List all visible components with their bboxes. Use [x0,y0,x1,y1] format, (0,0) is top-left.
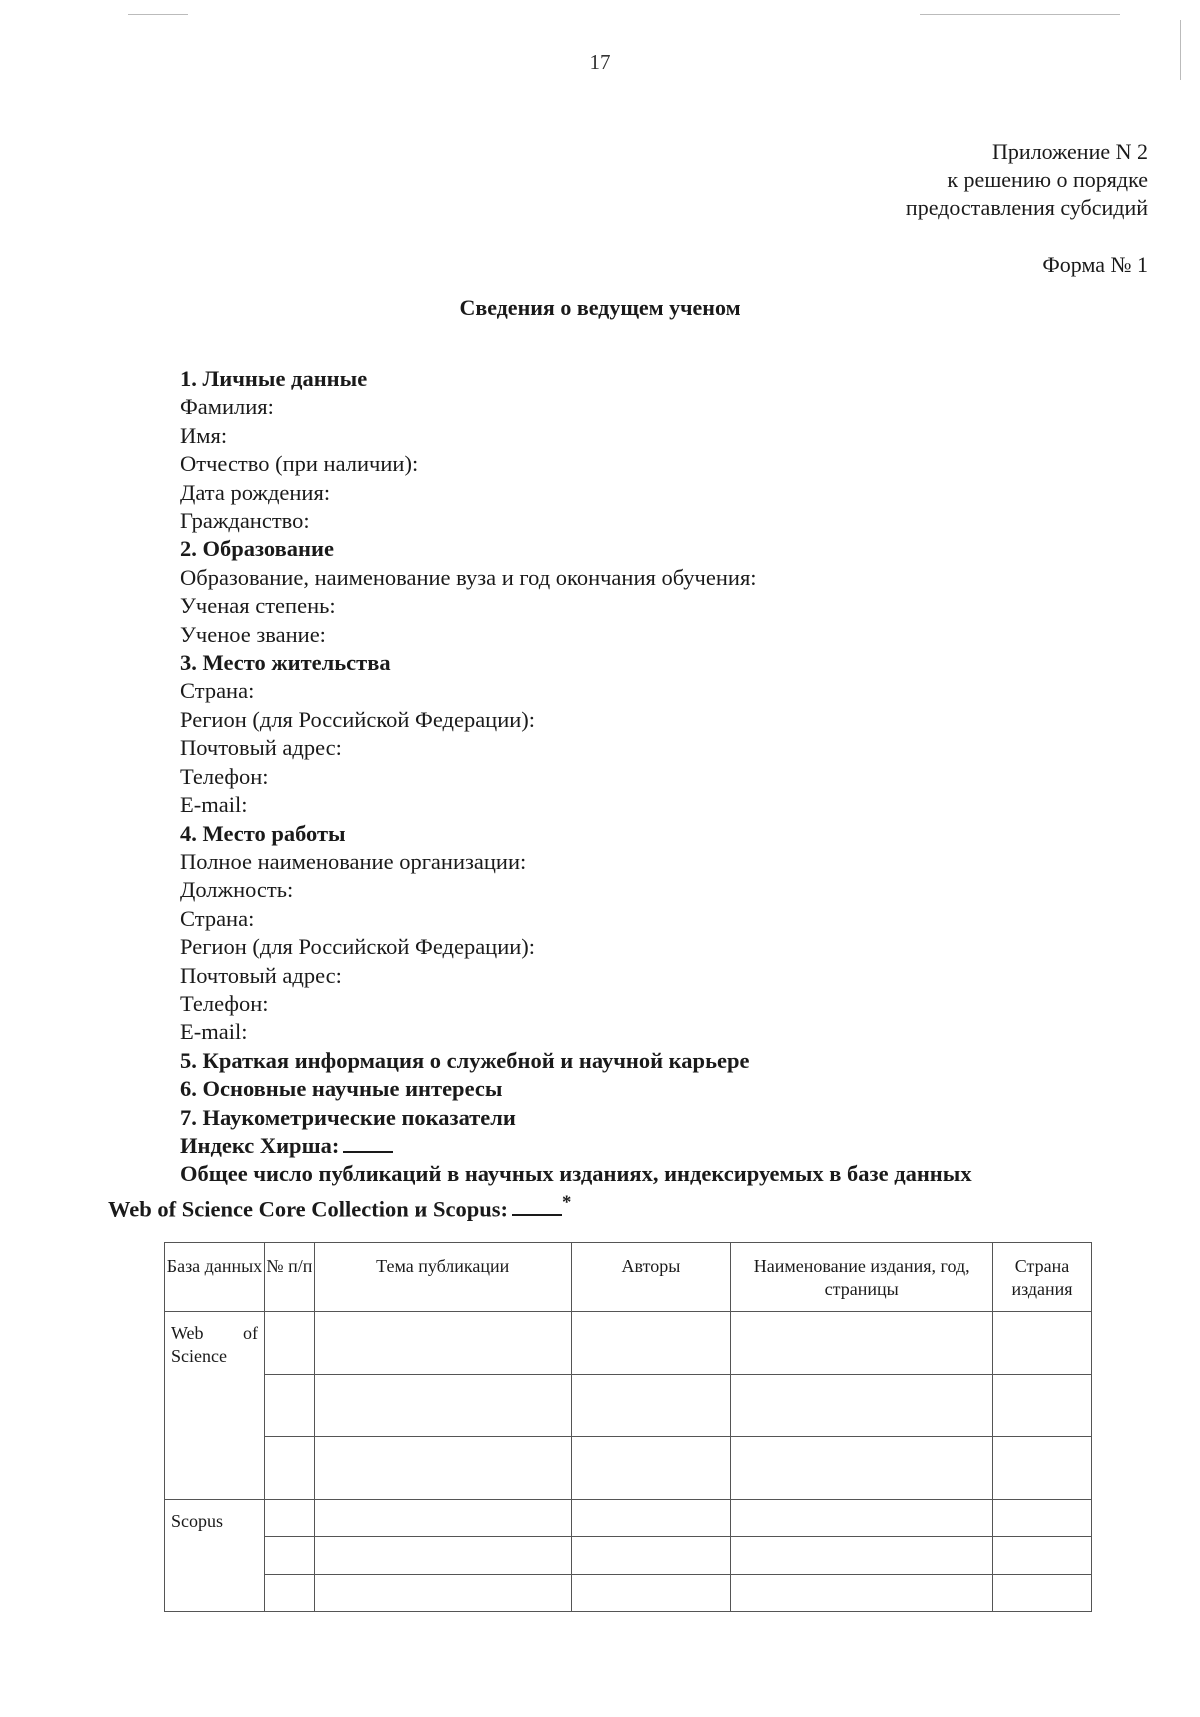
table-cell[interactable] [731,1574,993,1611]
database-cell-web-of-science: Web of Science [165,1312,265,1500]
scan-artifact [128,14,188,15]
table-cell[interactable] [314,1574,571,1611]
publications-count-label: Web of Science Core Collection и Scopus: [108,1196,509,1222]
hirsch-index-line [180,1132,1120,1160]
field-label: Гражданство: [180,508,310,534]
hirsch-index-blank[interactable] [343,1133,393,1153]
publications-table [164,1242,1092,1612]
page-number: 17 [589,50,611,74]
field-label: Почтовый адрес: [180,962,342,988]
appendix-line: к решению о порядке [947,167,1148,192]
field-label: Регион (для Российской Федерации): [180,934,536,960]
section-heading: 4. Место работы [180,820,346,846]
field-label: Регион (для Российской Федерации): [180,706,536,732]
field-label: Телефон: [180,763,269,789]
header-edition: Наименование издания, год, страницы [731,1243,993,1312]
table-cell[interactable] [993,1312,1092,1375]
field-label: Страна: [180,905,255,931]
table-cell[interactable] [264,1574,314,1611]
field-label: Отчество (при наличии): [180,451,419,477]
table-cell[interactable] [264,1499,314,1536]
table-cell[interactable] [314,1437,571,1500]
table-header-row [165,1243,1092,1312]
field-label: Полное наименование организации: [180,848,527,874]
table-cell[interactable] [264,1537,314,1574]
field-label: Должность: [180,877,294,903]
table-cell[interactable] [731,1374,993,1437]
header-topic: Тема публикации [314,1243,571,1312]
appendix-line: Приложение N 2 [992,139,1148,164]
table-cell[interactable] [731,1499,993,1536]
header-database: База данных [165,1243,265,1312]
header-country: Страна издания [993,1243,1092,1312]
table-cell[interactable] [731,1312,993,1375]
document-title: Сведения о ведущем ученом [459,295,741,320]
table-cell[interactable] [264,1374,314,1437]
publications-count-line2 [108,1189,1120,1224]
table-cell[interactable] [571,1537,731,1574]
field-label: Имя: [180,422,228,448]
table-cell[interactable] [993,1574,1092,1611]
appendix-line: предоставления субсидий [905,195,1148,220]
field-label: Ученая степень: [180,593,336,619]
header-authors: Авторы [571,1243,731,1312]
table-cell[interactable] [314,1499,571,1536]
table-cell[interactable] [571,1437,731,1500]
table-cell[interactable] [571,1312,731,1375]
table-cell[interactable] [993,1499,1092,1536]
table-cell[interactable] [993,1374,1092,1437]
field-label: Почтовый адрес: [180,735,342,761]
section-heading: 3. Место жительства [180,650,391,676]
table-row [165,1537,1092,1574]
header-number: № п/п [264,1243,314,1312]
table-cell[interactable] [571,1574,731,1611]
table-cell[interactable] [314,1374,571,1437]
table-cell[interactable] [571,1499,731,1536]
publications-count-blank[interactable] [512,1196,562,1216]
section-heading: 2. Образование [180,536,334,562]
field-label: Дата рождения: [180,479,331,505]
scan-artifact [1180,20,1181,80]
table-cell[interactable] [264,1437,314,1500]
section-heading: 1. Личные данные [180,366,368,391]
scan-artifact [920,14,1120,15]
table-cell[interactable] [993,1537,1092,1574]
table-cell[interactable] [993,1437,1092,1500]
hirsch-index-label: Индекс Хирша: [180,1132,340,1158]
field-label: Фамилия: [180,394,274,420]
table-cell[interactable] [314,1312,571,1375]
table-cell[interactable] [731,1437,993,1500]
database-cell-scopus: Scopus [165,1499,265,1611]
table-cell[interactable] [571,1374,731,1437]
field-label: Телефон: [180,990,269,1016]
table-cell[interactable] [314,1537,571,1574]
field-label: Ученое звание: [180,621,326,647]
field-label: E-mail: [180,1019,248,1045]
table-row [165,1312,1092,1375]
appendix-note [906,138,1148,222]
table-cell[interactable] [264,1312,314,1375]
field-label: E-mail: [180,792,248,818]
section-heading: 5. Краткая информация о служебной и научной карьере [180,1047,750,1073]
table-row [165,1574,1092,1611]
section-heading: 7. Наукометрические показатели [180,1104,516,1130]
table-row [165,1374,1092,1437]
footnote-mark: * [562,1191,572,1213]
form-number: Форма № 1 [1042,252,1148,277]
table-cell[interactable] [731,1537,993,1574]
field-label: Страна: [180,678,255,704]
section-heading: 6. Основные научные интересы [180,1076,503,1102]
field-label: Образование, наименование вуза и год окончания обучения: [180,564,757,590]
table-row [165,1499,1092,1536]
publications-count-line1: Общее число публикаций в научных изданиях, индексируемых в базе данных [180,1161,972,1187]
table-row [165,1437,1092,1500]
form-fields [108,365,1120,1224]
